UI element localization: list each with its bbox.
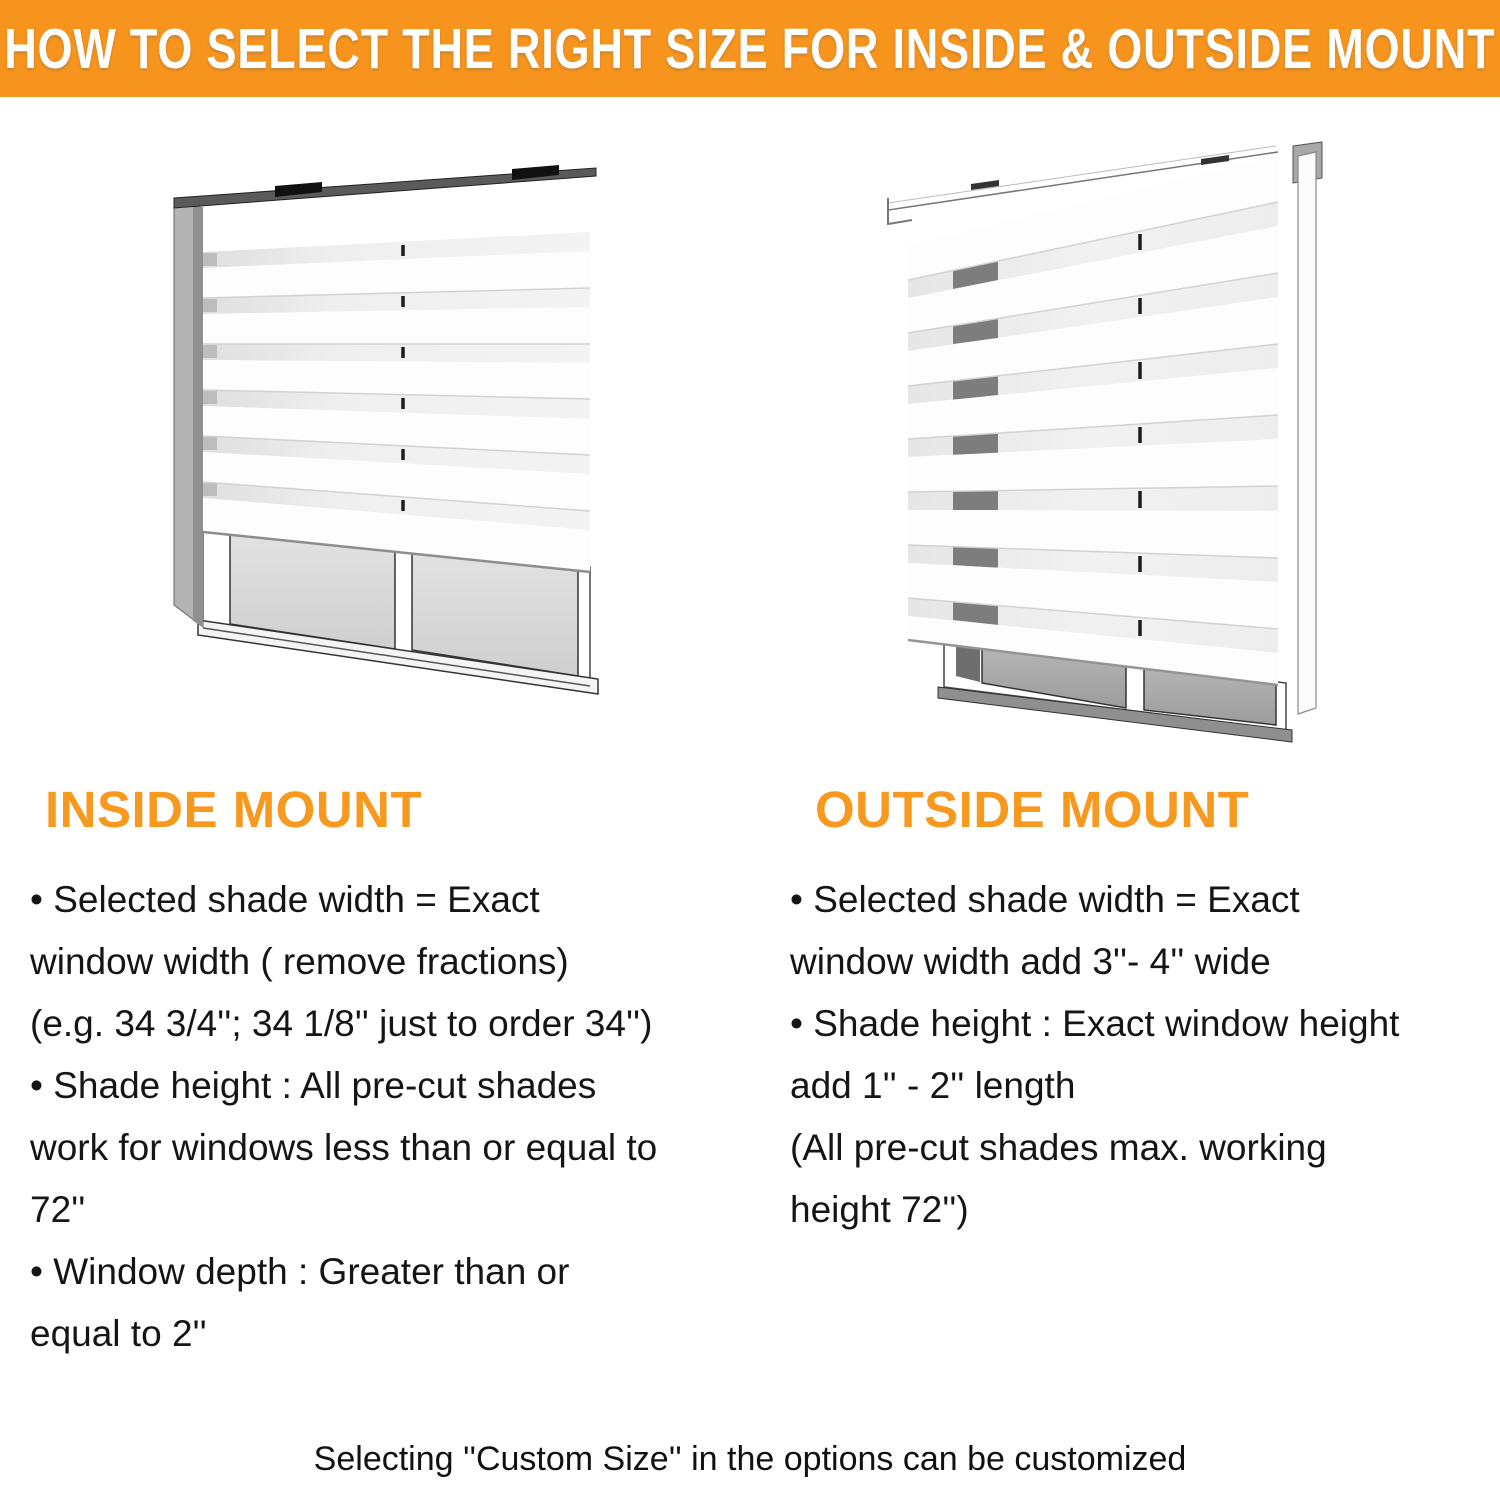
custom-size-note: Selecting ''Custom Size'' in the options can be customized xyxy=(313,1440,1187,1478)
text-line: equal to 2'' xyxy=(30,1313,207,1354)
text-line: window width ( remove fractions) xyxy=(30,941,569,982)
text-line: (All pre-cut shades max. working xyxy=(790,1127,1327,1168)
text-line: height 72'') xyxy=(790,1189,969,1230)
inside-mount-heading: INSIDE MOUNT xyxy=(45,781,423,838)
outside-mount-heading: OUTSIDE MOUNT xyxy=(815,781,1250,838)
text-line: • Selected shade width = Exact xyxy=(30,879,540,920)
text-line: 72'' xyxy=(30,1189,86,1230)
inside-mount-window-graphic xyxy=(160,150,600,765)
banner-title: HOW TO SELECT THE RIGHT SIZE FOR INSIDE & OUTSIDE MOUNT xyxy=(4,16,1496,81)
text-line: • Shade height : All pre-cut shades xyxy=(30,1065,597,1106)
text-line: window width add 3''- 4'' wide xyxy=(790,941,1271,982)
title-banner xyxy=(0,0,1500,97)
text-line: add 1'' - 2'' length xyxy=(790,1065,1076,1106)
outside-mount-text-column xyxy=(790,869,1500,1241)
outside-mount-window-graphic xyxy=(878,140,1338,770)
text-line: • Window depth : Greater than or xyxy=(30,1251,570,1292)
text-line: (e.g. 34 3/4''; 34 1/8'' just to order 34'') xyxy=(30,1003,653,1044)
text-line: • Selected shade width = Exact xyxy=(790,879,1300,920)
inside-mount-text-column xyxy=(30,869,750,1365)
text-line: work for windows less than or equal to xyxy=(30,1127,658,1168)
text-line: • Shade height : Exact window height xyxy=(790,1003,1400,1044)
